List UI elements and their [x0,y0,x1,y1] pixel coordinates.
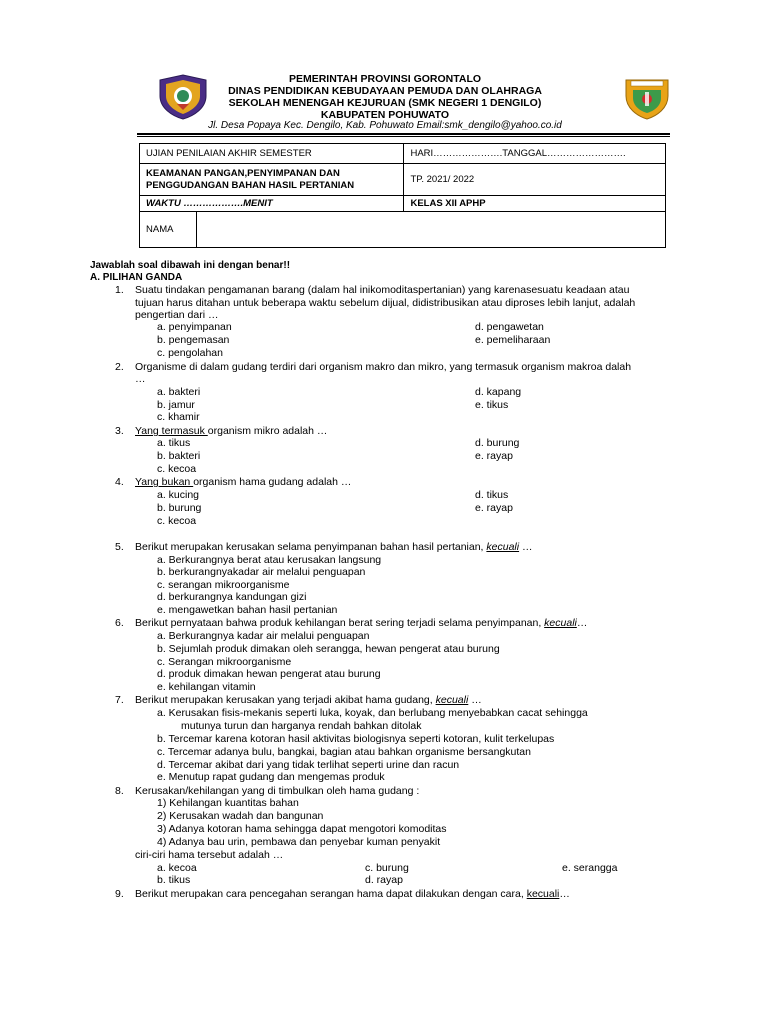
option-c[interactable]: c. serangan mikroorganisme [157,579,290,591]
option-d[interactable]: d. tikus [475,489,509,501]
question-number: 3. [115,425,124,437]
name-field[interactable] [197,212,666,248]
subject-line-2: PENGGUDANGAN BAHAN HASIL PERTANIAN [146,179,355,191]
day-date-field[interactable]: HARI………………….TANGGAL……………………. [404,144,666,164]
option-a[interactable]: a. kucing [157,489,200,501]
option-d[interactable]: d. berkurangnya kandungan gizi [157,591,307,603]
header-school: SEKOLAH MENENGAH KEJURUAN (SMK NEGERI 1 DENGILO) [228,97,542,109]
header-department: DINAS PENDIDIKAN KEBUDAYAAN PEMUDA DAN OLAHRAGA [228,85,542,97]
option-e[interactable]: e. Menutup rapat gudang dan mengemas produk [157,771,385,783]
option-c[interactable]: c. kecoa [157,515,197,527]
option-e[interactable]: e. rayap [475,450,513,462]
question-text: Suatu tindakan pengamanan barang (dalam hal inikomoditaspertanian) yang karenasesuatu keadaan atau [135,284,630,296]
option-b[interactable]: b. burung [157,502,202,514]
header-divider-thin [137,136,670,137]
option-d[interactable]: d. rayap [365,874,403,886]
question-keyword: Yang bukan [135,476,194,488]
option-a-continued: mutunya turun dan harganya rendah bahkan ditolak [181,720,422,732]
option-b[interactable]: b. bakteri [157,450,201,462]
class-label: KELAS XII APHP [404,196,666,212]
question-keyword: kecuali [486,541,520,553]
option-e[interactable]: e. kehilangan vitamin [157,681,256,693]
question-text: Yang termasuk organism mikro adalah … [135,425,328,437]
question-text: Berikut merupakan kerusakan selama penyimpanan bahan hasil pertanian, kecuali … [135,541,533,553]
option-d[interactable]: d. pengawetan [475,321,544,333]
question-text: Yang bukan organism hama gudang adalah … [135,476,352,488]
name-label: NAMA [140,212,197,248]
option-c[interactable]: c. pengolahan [157,347,223,359]
option-a[interactable]: a. Kerusakan fisis-mekanis seperti luka, koyak, dan berlubang menyebabkan cacat sehingga [157,707,588,719]
subject-line-1: KEAMANAN PANGAN,PENYIMPANAN DAN [146,167,340,179]
option-e[interactable]: e. pemeliharaan [475,334,551,346]
question-text: Berikut merupakan kerusakan yang terjadi akibat hama gudang, kecuali … [135,694,482,706]
question-text: ciri-ciri hama tersebut adalah … [135,849,284,861]
question-text: … [135,373,146,385]
question-keyword: kecuali [544,617,577,629]
option-a[interactable]: a. bakteri [157,386,201,398]
option-e[interactable]: e. mengawetkan bahan hasil pertanian [157,604,338,616]
option-d[interactable]: d. Tercemar akibat dari yang tidak terlihat seperti urine dan racun [157,759,460,771]
option-a[interactable]: a. kecoa [157,862,197,874]
header-address: Jl. Desa Popaya Kec. Dengilo, Kab. Pohuwato Email:smk_dengilo@yahoo.co.id [208,120,562,131]
question-text: pengertian dari … [135,309,219,321]
smk-logo [623,76,671,120]
option-a[interactable]: a. tikus [157,437,191,449]
option-b[interactable]: b. Sejumlah produk dimakan oleh serangga, hewan pengerat atau burung [157,643,500,655]
question-number: 4. [115,476,124,488]
question-text: Berikut pernyataan bahwa produk kehilangan berat sering terjadi selama penyimpanan, kecuali… [135,617,588,629]
question-keyword: Yang termasuk [135,425,208,437]
option-a[interactable]: a. Berkurangnya kadar air melalui penguapan [157,630,370,642]
instruction-text: Jawablah soal dibawah ini dengan benar!! [90,260,291,271]
school-year: TP. 2021/ 2022 [404,164,666,196]
option-b[interactable]: b. jamur [157,399,195,411]
question-number: 1. [115,284,124,296]
option-c[interactable]: c. kecoa [157,463,197,475]
option-d[interactable]: d. kapang [475,386,522,398]
list-item: 1) Kehilangan kuantitas bahan [157,797,299,809]
subject-cell [140,164,404,196]
option-a[interactable]: a. penyimpanan [157,321,232,333]
question-number: 9. [115,888,124,900]
header-government: PEMERINTAH PROVINSI GORONTALO [288,73,482,85]
list-item: 4) Adanya bau urin, pembawa dan penyebar kuman penyakit [157,836,441,848]
option-e[interactable]: e. serangga [562,862,618,874]
option-b[interactable]: b. pengemasan [157,334,230,346]
time-field[interactable]: WAKTU ……………….MENIT [140,196,404,212]
option-b[interactable]: b. berkurangnyakadar air melalui penguapan [157,566,366,578]
question-number: 8. [115,785,124,797]
question-text: Kerusakan/kehilangan yang di timbulkan oleh hama gudang : [135,785,420,797]
option-b[interactable]: b. Tercemar karena kotoran hasil aktivitas biologisnya seperti kotoran, kulit terkelupas [157,733,555,745]
option-e[interactable]: e. tikus [475,399,509,411]
option-d[interactable]: d. produk dimakan hewan pengerat atau burung [157,668,381,680]
header-divider [137,133,670,135]
question-keyword: kecuali [435,694,469,706]
question-text: Berikut merupakan cara pencegahan serangan hama dapat dilakukan dengan cara, kecuali… [135,888,570,900]
section-title: A. PILIHAN GANDA [90,272,183,283]
header-regency: KABUPATEN POHUWATO [320,109,450,121]
option-c[interactable]: c. Serangan mikroorganisme [157,656,292,668]
question-number: 7. [115,694,124,706]
list-item: 3) Adanya kotoran hama sehingga dapat mengotori komoditas [157,823,447,835]
question-number: 6. [115,617,124,629]
question-keyword: kecuali [526,888,560,900]
list-item: 2) Kerusakan wadah dan bangunan [157,810,324,822]
option-c[interactable]: c. Tercemar adanya bulu, bangkai, bagian atau bahkan organisme bersangkutan [157,746,531,758]
option-e[interactable]: e. rayap [475,502,513,514]
exam-type: UJIAN PENILAIAN AKHIR SEMESTER [140,144,404,164]
question-number: 5. [115,541,124,553]
question-number: 2. [115,361,124,373]
option-c[interactable]: c. burung [365,862,409,874]
option-c[interactable]: c. khamir [157,411,200,423]
option-b[interactable]: b. tikus [157,874,191,886]
question-text: tujuan harus ditahan untuk beberapa waktu sebelum dijual, didistribusikan atau diproses lebih lanjut, adalah [135,297,636,309]
option-a[interactable]: a. Berkurangnya berat atau kerusakan langsung [157,554,382,566]
exam-info-table [139,143,666,248]
question-text: Organisme di dalam gudang terdiri dari organism makro dan mikro, yang termasuk organism makroa dalah [135,361,632,373]
option-d[interactable]: d. burung [475,437,520,449]
